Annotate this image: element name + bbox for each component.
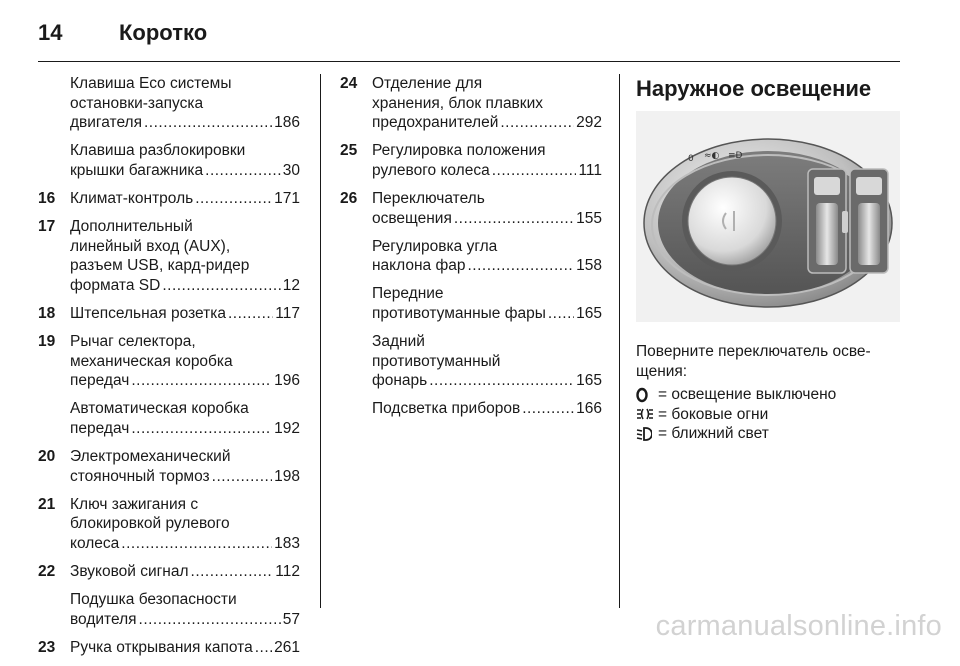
dot-leader [429, 371, 574, 391]
dot-leader [121, 534, 272, 554]
item-number: 26 [340, 189, 358, 207]
page-reference[interactable]: 111 [578, 161, 602, 179]
entry-text: Ключ зажигания с [70, 495, 199, 513]
entry-text: Звуковой сигнал [70, 562, 189, 580]
entry-last-line [70, 304, 300, 324]
index-entry [38, 217, 300, 295]
entry-text: Подушка безопасности [70, 591, 237, 609]
entry-text: передач [70, 372, 130, 390]
watermark-text: carmanualsonline.info [655, 610, 942, 642]
entry-text: разъем USB, кард-ридер [70, 257, 250, 275]
legend-text: = боковые огни [658, 405, 769, 423]
index-entry [340, 332, 602, 391]
header-rule [38, 61, 900, 62]
watermark [0, 606, 960, 642]
caption-line: щения: [636, 362, 688, 380]
entry-text: Регулировка угла [372, 237, 498, 255]
entry-text: наклона фар [372, 257, 466, 275]
entry-last-line [372, 304, 602, 324]
entry-text: Климат-контроль [70, 189, 194, 207]
page-header [0, 0, 960, 62]
light-switch-image [636, 111, 900, 322]
index-entry [340, 74, 602, 133]
entry-text: освещения [372, 209, 452, 227]
entry-text: Штепсельная розетка [70, 304, 226, 322]
entry-last-line [70, 276, 300, 296]
dot-leader [162, 276, 280, 296]
item-number: 22 [38, 562, 56, 580]
index-entry [38, 189, 300, 209]
dot-leader [522, 399, 574, 419]
page-reference[interactable]: 186 [274, 114, 300, 132]
low-beam-icon [636, 424, 656, 443]
item-number: 23 [38, 638, 56, 656]
dot-leader [205, 161, 281, 181]
index-entry [340, 284, 602, 323]
column-divider-right [619, 74, 620, 608]
index-entry [38, 399, 300, 438]
item-number: 17 [38, 218, 56, 236]
entry-last-line [70, 161, 300, 181]
entry-text: Регулировка положения [372, 142, 546, 160]
legend-row-low-beam [636, 424, 836, 444]
page-reference[interactable]: 117 [275, 304, 300, 322]
column-divider-left [320, 74, 321, 608]
index-entry [340, 189, 602, 228]
entry-text: остановки-запуска [70, 94, 204, 112]
entry-last-line [70, 113, 300, 133]
entry-last-line [70, 562, 300, 582]
entry-last-line [372, 371, 602, 391]
entry-text: Переключатель [372, 189, 485, 207]
entry-last-line [70, 534, 300, 554]
entry-text: стояночный тормоз [70, 467, 210, 485]
page-reference[interactable]: 166 [576, 400, 602, 418]
entry-text: противотуманные фары [372, 304, 546, 322]
off-icon [636, 385, 656, 404]
caption-line: Поверните переключатель осве- [636, 343, 871, 360]
page-reference[interactable]: 261 [274, 638, 300, 656]
index-column-middle [340, 74, 602, 427]
item-number: 18 [38, 304, 56, 322]
entry-text: Подсветка приборов [372, 400, 521, 418]
section-title: Наружное освещение [636, 76, 872, 101]
index-entry [340, 141, 602, 180]
page-reference[interactable]: 165 [576, 304, 602, 322]
switch-caption [636, 342, 901, 381]
entry-text: двигателя [70, 114, 142, 132]
entry-text: фонарь [372, 372, 428, 390]
page-reference[interactable]: 192 [274, 419, 300, 437]
entry-text: линейный вход (AUX), [70, 237, 231, 255]
dot-leader [191, 562, 274, 582]
entry-text: Клавиша Eco системы [70, 75, 232, 92]
light-switch-illustration [636, 111, 900, 322]
entry-last-line [372, 256, 602, 276]
dot-leader [454, 209, 574, 229]
entry-text: противотуманный [372, 352, 501, 370]
entry-last-line [372, 113, 602, 133]
page-reference[interactable]: 183 [274, 534, 300, 552]
index-entry [340, 399, 602, 419]
entry-text: механическая коробка [70, 352, 233, 370]
entry-text: колеса [70, 534, 120, 552]
item-number: 19 [38, 333, 56, 351]
item-number: 20 [38, 448, 56, 465]
legend-text: = ближний свет [658, 425, 769, 443]
entry-last-line [372, 161, 602, 181]
legend-row-side-lights [636, 405, 836, 425]
page-reference[interactable]: 196 [274, 372, 300, 390]
legend-text: = освещение выключено [658, 386, 837, 403]
index-entry [38, 74, 300, 133]
entry-text: передач [70, 419, 130, 437]
page-reference[interactable]: 30 [282, 161, 300, 179]
page-reference[interactable]: 171 [274, 189, 300, 207]
entry-text: Передние [372, 285, 444, 303]
index-entry [38, 332, 300, 391]
entry-text: крышки багажника [70, 161, 204, 179]
item-number: 21 [38, 495, 56, 513]
index-entry [38, 495, 300, 554]
entry-text: Дополнительный [70, 218, 193, 236]
entry-last-line [70, 189, 300, 209]
page-reference[interactable]: 198 [274, 467, 300, 485]
svg-text:≈◐: ≈◐ [704, 151, 720, 161]
entry-text: водителя [70, 610, 137, 628]
page-reference[interactable]: 155 [576, 209, 602, 227]
svg-text:≡D: ≡D [728, 151, 743, 161]
dot-leader [131, 419, 272, 439]
dot-leader [228, 304, 273, 324]
page-reference[interactable]: 12 [282, 276, 300, 294]
entry-text: хранения, блок плавких [372, 94, 543, 112]
dot-leader [195, 189, 272, 209]
entry-text: предохранителей [372, 114, 499, 132]
page-reference[interactable]: 292 [576, 114, 602, 132]
index-entry [340, 237, 602, 276]
entry-text: Клавиша разблокировки [70, 142, 246, 160]
dot-leader [548, 304, 574, 324]
page-title: Коротко [119, 20, 208, 45]
page-reference[interactable]: 158 [576, 257, 602, 275]
index-entry [38, 141, 300, 180]
page-number: 14 [38, 20, 63, 45]
page-reference[interactable]: 57 [282, 610, 300, 628]
index-entry [38, 562, 300, 582]
entry-text: блокировкой рулевого [70, 515, 230, 533]
svg-text:0: 0 [688, 154, 694, 164]
entry-text: Электромеханический [70, 448, 231, 465]
page-reference[interactable]: 112 [275, 562, 300, 580]
legend-row-off [636, 385, 836, 405]
dot-leader [500, 113, 574, 133]
entry-text: Задний [372, 333, 425, 351]
item-number: 25 [340, 142, 358, 160]
entry-last-line [372, 209, 602, 229]
entry-text: Отделение для [372, 75, 483, 92]
entry-text: Ручка открывания капота [70, 638, 253, 656]
entry-last-line [70, 371, 300, 391]
item-number: 16 [38, 189, 56, 207]
entry-text: Автоматическая коробка [70, 400, 249, 418]
item-number: 24 [340, 75, 358, 92]
dot-leader [212, 467, 272, 487]
entry-text: Рычаг селектора, [70, 333, 196, 351]
side-lights-icon [636, 405, 656, 424]
entry-last-line [70, 467, 300, 487]
entry-last-line [372, 399, 602, 419]
entry-text: рулевого колеса [372, 161, 490, 179]
dot-leader [467, 256, 574, 276]
dot-leader [144, 113, 272, 133]
dot-leader [492, 161, 577, 181]
index-entry [38, 447, 300, 486]
page-reference[interactable]: 165 [576, 372, 602, 390]
dot-leader [131, 371, 272, 391]
switch-legend [636, 385, 836, 444]
index-entry [38, 304, 300, 324]
index-column-left [38, 74, 300, 666]
entry-text: формата SD [70, 276, 161, 294]
entry-last-line [70, 419, 300, 439]
